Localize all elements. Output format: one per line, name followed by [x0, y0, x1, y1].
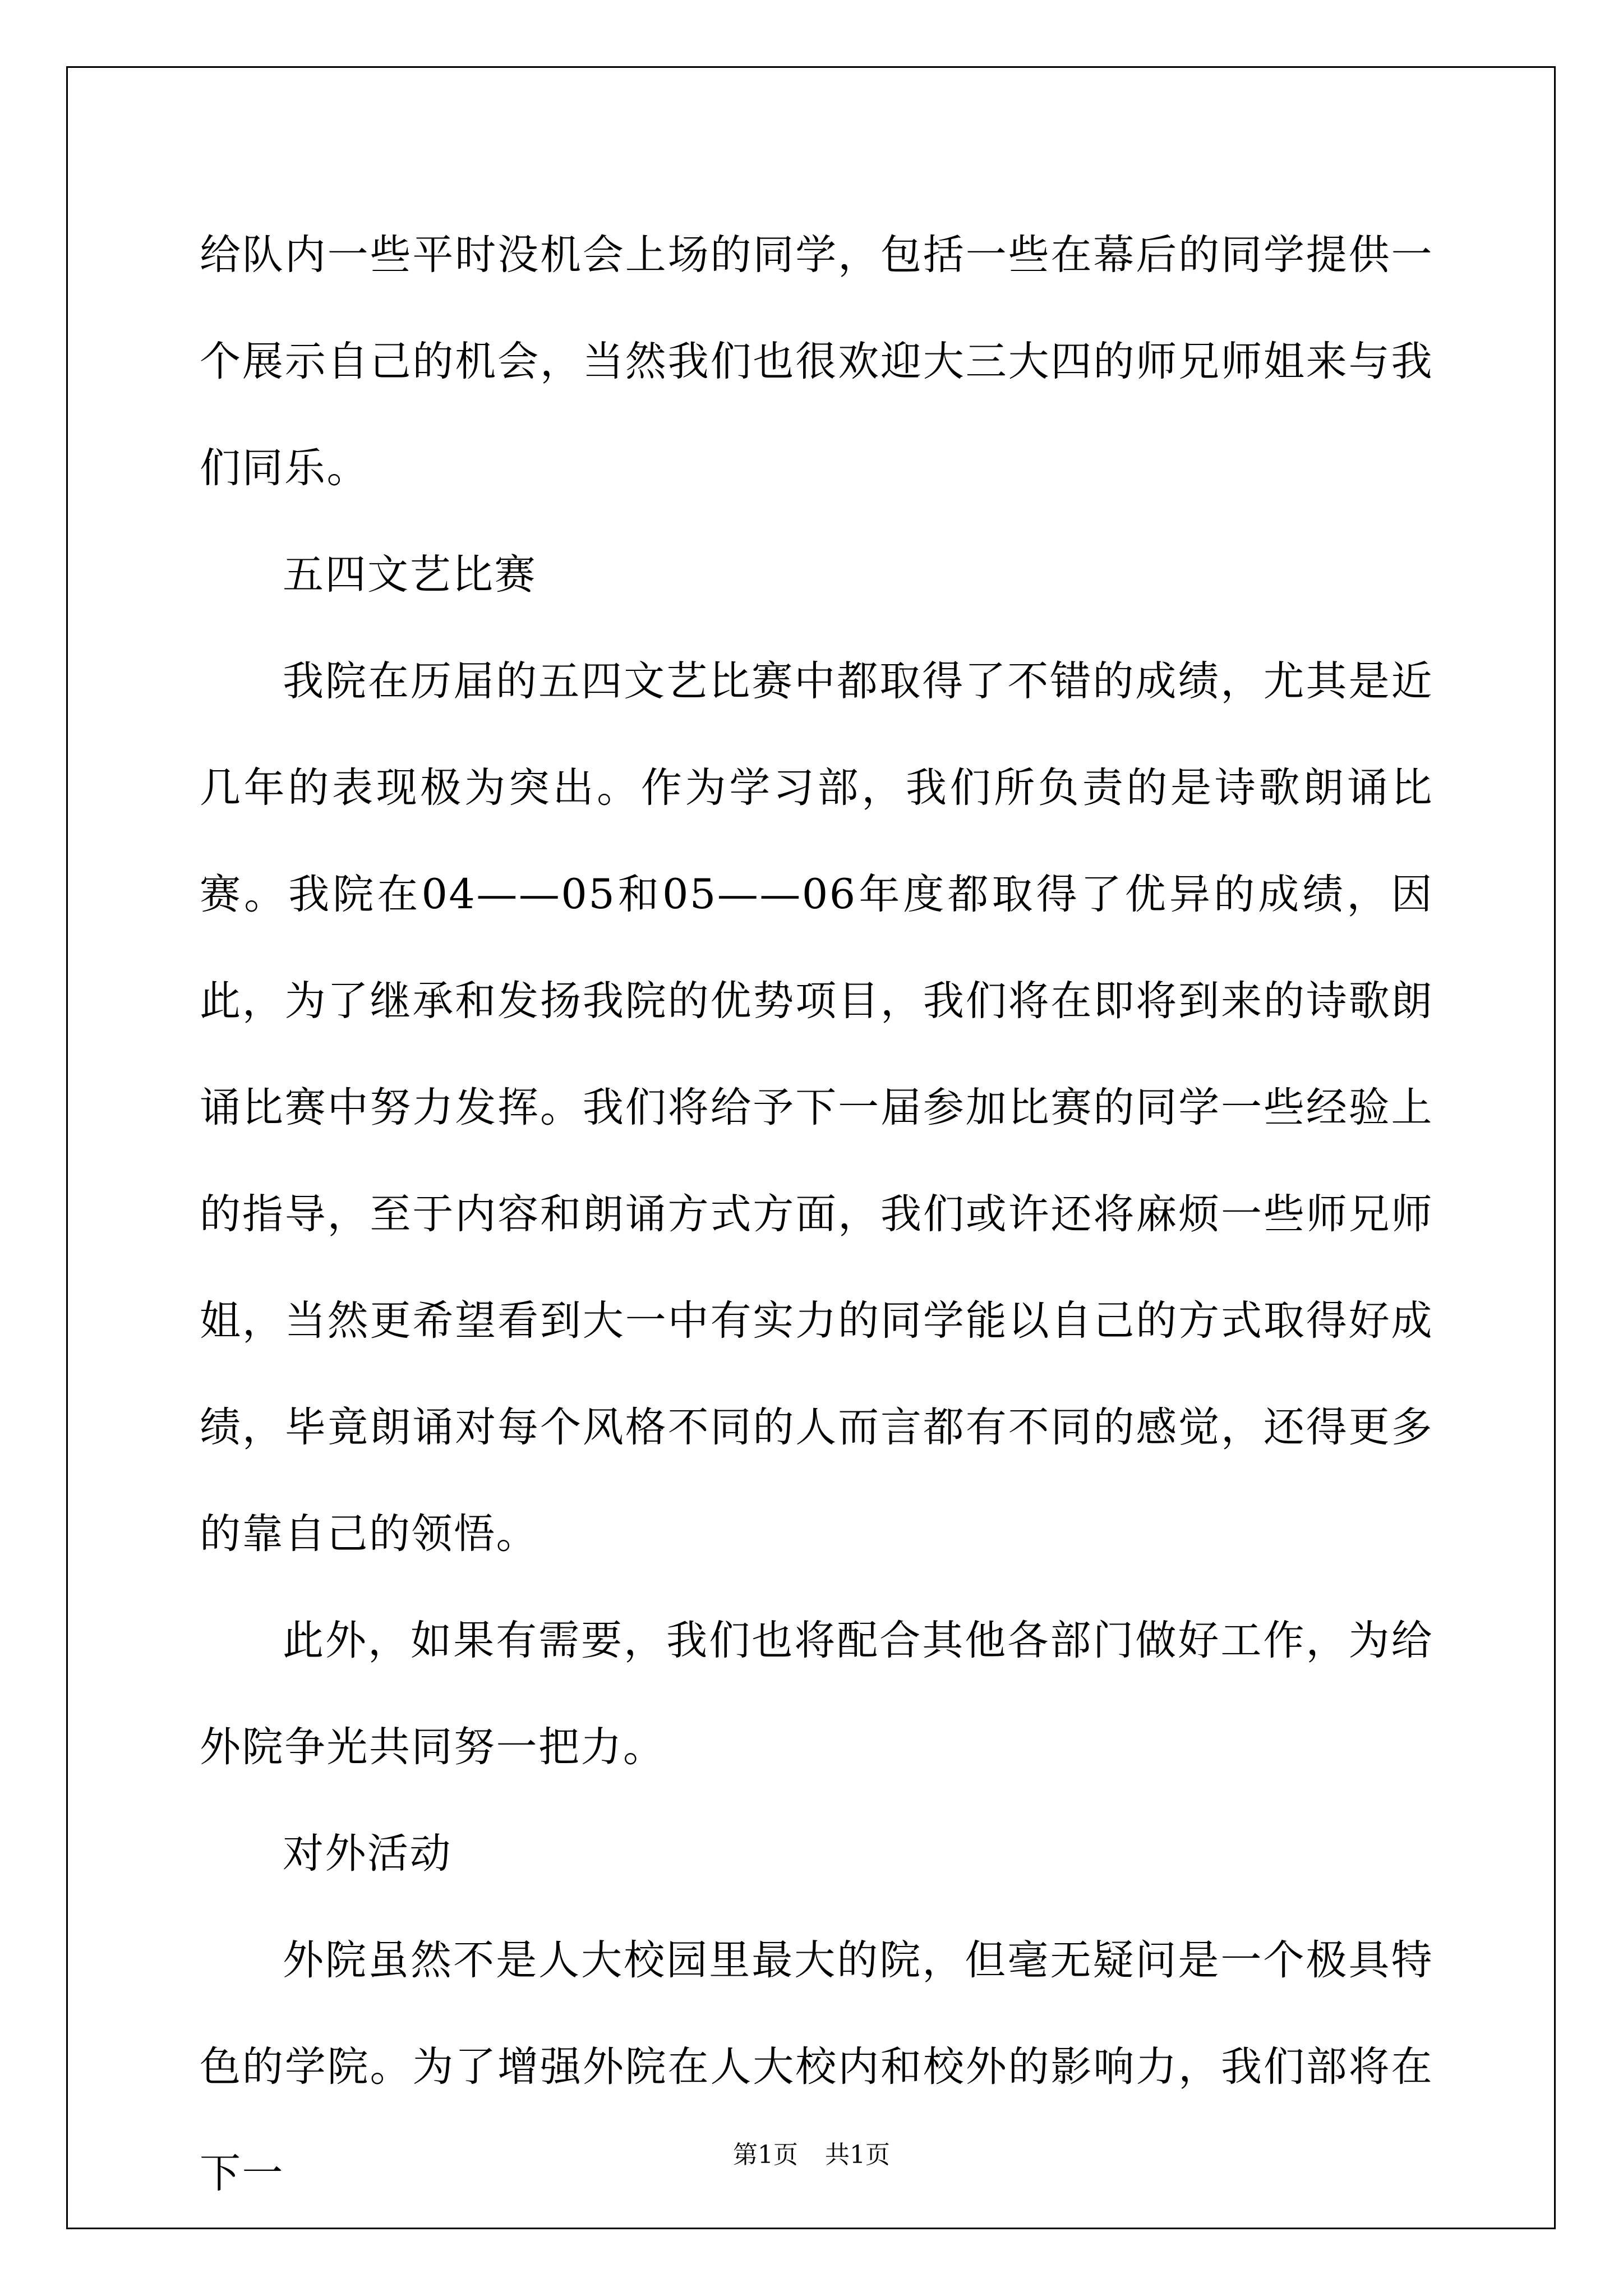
page-total: 共1页 [825, 2141, 890, 2169]
paragraph-continuation: 给队内一些平时没机会上场的同学，包括一些在幕后的同学提供一个展示自己的机会，当然我们也很欢迎大三大四的师兄师姐来与我们同乐。 [200, 231, 1433, 492]
section-heading-wusi-contest: 五四文艺比赛 [283, 551, 537, 599]
page-footer [0, 2138, 1623, 2172]
paragraph-external-activities: 外院虽然不是人大校园里最大的院，但毫无疑问是一个极具特色的学院。为了增强外院在人大校内和校外的影响力，我们部将在下一 [200, 1936, 1433, 2197]
page-number: 第1页 [733, 2141, 798, 2169]
document-body [200, 202, 1433, 2227]
paragraph-cooperation: 此外，如果有需要，我们也将配合其他各部门做好工作，为给外院争光共同努一把力。 [200, 1617, 1433, 1771]
section-heading-external-activities: 对外活动 [283, 1830, 452, 1878]
paragraph-wusi-contest: 我院在历届的五四文艺比赛中都取得了不错的成绩，尤其是近几年的表现极为突出。作为学习部，我们所负责的是诗歌朗诵比赛。我院在04——05和05——06年度都取得了优异的成绩，因此，为了继承和发扬我院的优势项目，我们将在即将到来的诗歌朗诵比赛中努力发挥。我们将给予下一届参加比赛的同学一些经验上的指导，至于内容和朗诵方式方面，我们或许还将麻烦一些师兄师姐，当然更希望看到大一中有实力的同学能以自己的方式取得好成绩，毕竟朗诵对每个风格不同的人而言都有不同的感觉，还得更多的靠自己的领悟。 [200, 657, 1433, 1558]
